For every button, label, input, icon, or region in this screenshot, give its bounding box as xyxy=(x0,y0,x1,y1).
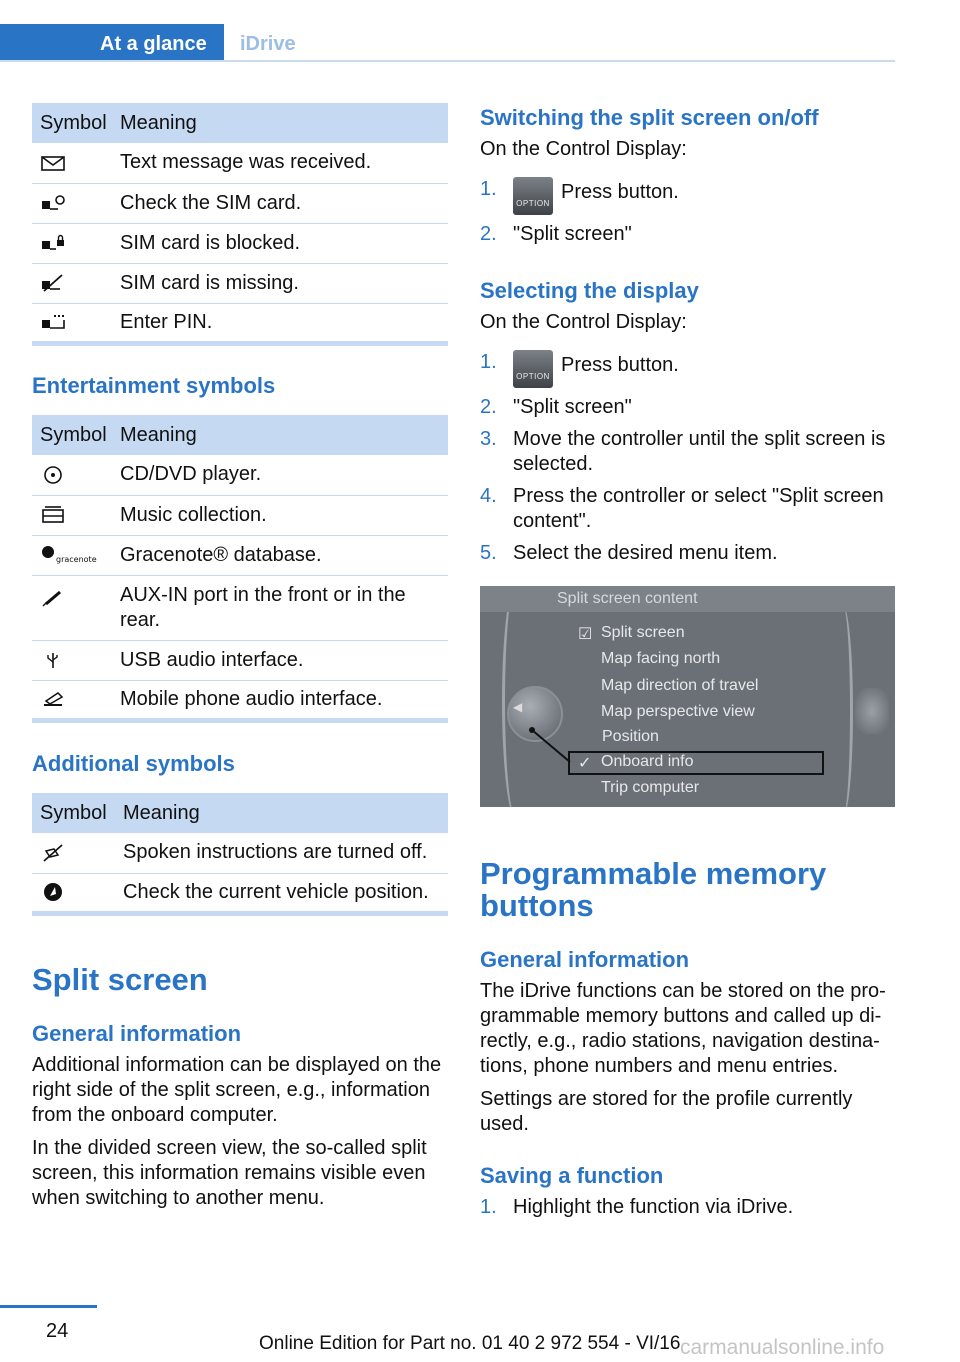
saving-heading: Saving a function xyxy=(480,1163,664,1188)
switching-intro: On the Control Display: xyxy=(480,138,687,160)
menu-item[interactable]: Map direction of travel xyxy=(601,677,759,694)
meaning-cell: CD/DVD player. xyxy=(112,455,448,495)
step-number: 2. xyxy=(480,223,497,245)
screen-title: Split screen content xyxy=(557,590,698,607)
table-row xyxy=(32,535,448,575)
watermark: carmanualsonline.info xyxy=(680,1336,885,1359)
meaning-cell: SIM card is blocked. xyxy=(112,223,448,263)
sim-locked-icon xyxy=(40,233,66,253)
memory-heading: Programmable memory buttons xyxy=(480,856,827,923)
step-text: Press the controller or select "Split screen content". xyxy=(513,485,884,532)
selecting-steps xyxy=(480,350,900,573)
voice-off-icon xyxy=(40,843,66,863)
table-row xyxy=(32,143,448,183)
step-text: Move the controller until the split screen is selected. xyxy=(513,428,886,475)
option-button-icon: OPTION xyxy=(513,350,553,388)
envelope-icon xyxy=(40,153,66,173)
screen-right-button-icon xyxy=(855,688,889,734)
col-symbol: Symbol xyxy=(32,793,115,833)
checkbox-checked-icon: ☑ xyxy=(578,626,593,643)
table-row xyxy=(32,640,448,680)
left-arrow-icon: ◀ xyxy=(513,700,523,714)
list-item xyxy=(480,1195,900,1220)
memory-general-heading: General information xyxy=(480,947,690,972)
sim-missing-icon xyxy=(40,273,66,293)
col-meaning: Meaning xyxy=(112,103,448,143)
split-general-heading: General information xyxy=(32,1021,242,1046)
meaning-cell: Mobile phone audio interface. xyxy=(112,680,448,720)
step-text: "Split screen" xyxy=(513,396,632,418)
split-paragraph-1: Additional information can be displayed on the right side of the split screen, e.g., information from the onboard computer. xyxy=(32,1054,442,1126)
menu-item[interactable]: Map facing north xyxy=(601,650,721,667)
disc-icon xyxy=(40,465,66,485)
table-row xyxy=(32,263,448,303)
table-row xyxy=(32,455,448,495)
usb-icon xyxy=(40,650,66,670)
page-header xyxy=(0,0,960,62)
meaning-cell: AUX-IN port in the front or in the rear. xyxy=(112,575,448,640)
col-meaning: Meaning xyxy=(112,415,448,455)
step-number: 1. xyxy=(480,1196,497,1218)
meaning-cell: Check the SIM card. xyxy=(112,183,448,223)
table-row xyxy=(32,303,448,343)
step-number: 2. xyxy=(480,396,497,418)
selecting-intro: On the Control Display: xyxy=(480,311,687,333)
step-text: "Split screen" xyxy=(513,223,632,245)
additional-heading: Additional symbols xyxy=(32,751,235,776)
col-symbol: Symbol xyxy=(32,103,112,143)
step-number: 4. xyxy=(480,485,497,507)
header-rule xyxy=(0,60,895,62)
step-text: Select the desired menu item. xyxy=(513,542,778,564)
meaning-cell: Enter PIN. xyxy=(112,303,448,343)
switching-steps xyxy=(480,177,900,254)
position-icon xyxy=(40,882,66,902)
meaning-cell: Check the current vehicle position. xyxy=(115,873,448,913)
entertainment-symbols-table xyxy=(32,415,448,723)
menu-item[interactable]: Position xyxy=(602,728,659,745)
step-text: Press button. xyxy=(561,354,679,376)
table-row xyxy=(32,873,448,913)
step-number: 1. xyxy=(480,351,497,373)
sim-check-icon xyxy=(40,193,66,213)
table-row xyxy=(32,680,448,720)
option-button-icon: OPTION xyxy=(513,177,553,215)
footer-edition: Online Edition for Part no. 01 40 2 972 554 - VI/16 xyxy=(259,1333,681,1354)
table-row xyxy=(32,183,448,223)
col-meaning: Meaning xyxy=(115,793,448,833)
tab-idrive[interactable]: iDrive xyxy=(240,33,296,55)
meaning-cell: Spoken instructions are turned off. xyxy=(115,833,448,873)
tab-at-a-glance[interactable]: At a glance xyxy=(0,24,224,62)
step-number: 1. xyxy=(480,178,497,200)
table-row xyxy=(32,223,448,263)
page-number: 24 xyxy=(46,1320,69,1342)
checkmark-icon: ✓ xyxy=(578,755,592,772)
list-item xyxy=(480,222,900,247)
list-item xyxy=(480,350,900,388)
list-item xyxy=(480,395,900,420)
footer-rule xyxy=(0,1305,97,1308)
memory-paragraph-1: The iDrive functions can be stored on the pro‐grammable memory buttons and called up di‐rectly, e.g., radio stations, navigation destina‐tions, phone numbers and menu entries. xyxy=(480,980,886,1077)
entertainment-heading: Entertainment symbols xyxy=(32,373,276,398)
list-item xyxy=(480,484,900,534)
list-item xyxy=(480,177,900,215)
menu-item[interactable]: Trip computer xyxy=(601,779,700,796)
switching-heading: Switching the split screen on/off xyxy=(480,105,819,130)
additional-symbols-table xyxy=(32,793,448,916)
step-text: Press button. xyxy=(561,181,679,203)
split-screen-content-screenshot xyxy=(480,586,895,807)
phone-symbols-table xyxy=(32,103,448,346)
gracenote-logo-icon xyxy=(40,545,110,565)
meaning-cell: Music collection. xyxy=(112,495,448,535)
table-row xyxy=(32,833,448,873)
phone-audio-icon xyxy=(40,689,66,709)
menu-item[interactable]: Split screen xyxy=(601,624,685,641)
table-row xyxy=(32,575,448,640)
split-screen-heading: Split screen xyxy=(32,962,208,997)
svg-text:gracenote: gracenote xyxy=(56,555,97,565)
sim-pin-icon xyxy=(40,312,66,332)
meaning-cell: USB audio interface. xyxy=(112,640,448,680)
aux-plug-icon xyxy=(40,588,66,608)
table-row xyxy=(32,495,448,535)
meaning-cell: Gracenote® database. xyxy=(112,535,448,575)
step-text: Highlight the function via iDrive. xyxy=(513,1196,794,1218)
menu-item[interactable]: Map perspective view xyxy=(601,703,755,720)
meaning-cell: Text message was received. xyxy=(112,143,448,183)
saving-steps xyxy=(480,1195,900,1227)
music-collection-icon xyxy=(40,505,66,525)
list-item xyxy=(480,541,900,566)
col-symbol: Symbol xyxy=(32,415,112,455)
list-item xyxy=(480,427,900,477)
selecting-heading: Selecting the display xyxy=(480,278,699,303)
step-number: 5. xyxy=(480,542,497,564)
split-paragraph-2: In the divided screen view, the so-called split screen, this information remains visible even when switching to another menu. xyxy=(32,1137,427,1209)
menu-item-selected[interactable]: Onboard info xyxy=(601,753,694,770)
meaning-cell: SIM card is missing. xyxy=(112,263,448,303)
memory-paragraph-2: Settings are stored for the profile currently used. xyxy=(480,1088,853,1135)
screen-arc-right xyxy=(833,606,853,807)
step-number: 3. xyxy=(480,428,497,450)
